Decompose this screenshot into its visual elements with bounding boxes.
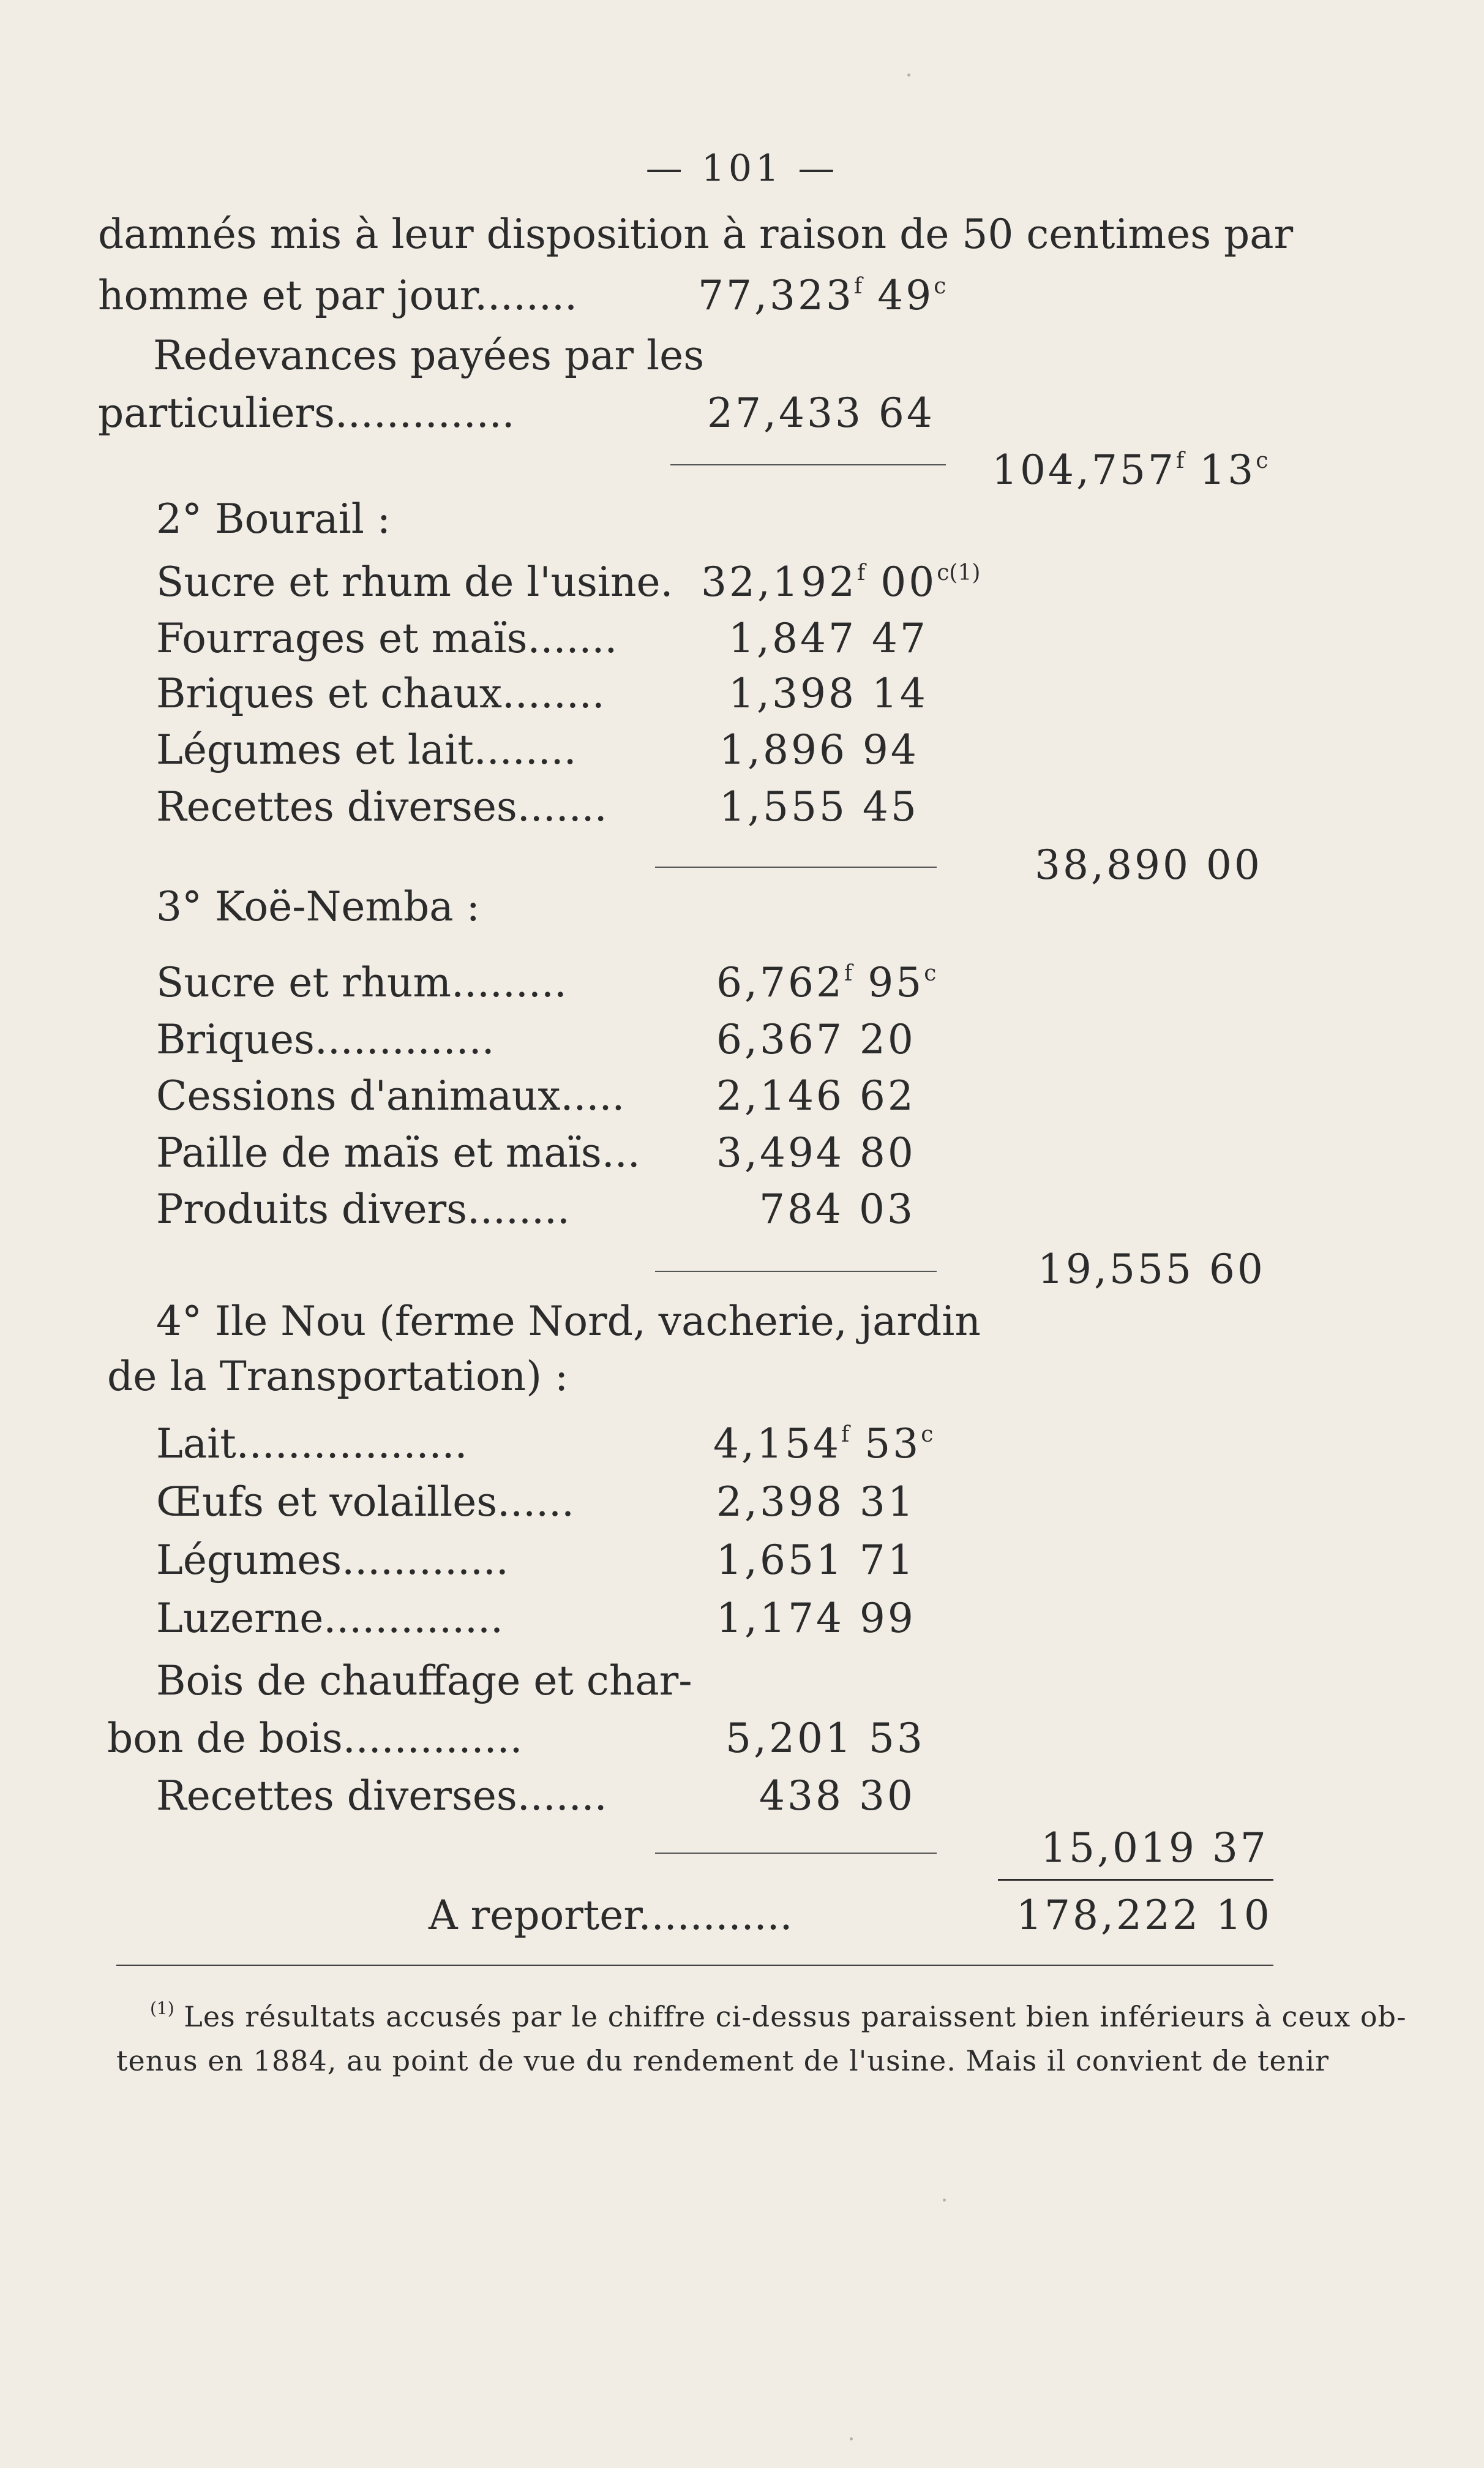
koe-nemba-item-3-label: Cessions d'animaux..... — [156, 1072, 625, 1119]
bourail-total: 38,890 00 — [1035, 841, 1262, 889]
koe-nemba-item-1-label: Sucre et rhum......... — [156, 959, 567, 1006]
subtotal-rule-3 — [655, 1271, 937, 1272]
ile-nou-item-1-value: 4,154$^f$ 53$^c$ — [713, 1420, 934, 1467]
paper-speck — [907, 73, 910, 77]
grand-total-rule — [998, 1879, 1273, 1881]
intro-total: 104,757$^f$ 13$^c$ — [992, 446, 1269, 494]
paper-speck — [943, 2199, 946, 2202]
page-number: — 101 — — [645, 147, 839, 190]
koe-nemba-heading: 3° Koë-Nemba : — [156, 883, 480, 930]
bourail-item-1-label: Sucre et rhum de l'usine. — [156, 559, 673, 606]
ile-nou-item-1-label: Lait.................. — [156, 1420, 468, 1467]
intro-line-3: Redevances payées par les — [153, 332, 705, 379]
subtotal-rule-4 — [655, 1853, 937, 1854]
ile-nou-item-2-label: Œufs et volailles...... — [156, 1478, 575, 1526]
koe-nemba-item-4-label: Paille de maïs et maïs... — [156, 1129, 640, 1176]
ile-nou-item-3-value: 1,651 71 — [716, 1537, 916, 1584]
ile-nou-item-2-value: 2,398 31 — [716, 1478, 916, 1526]
intro-line-2-label: homme et par jour........ — [98, 272, 577, 319]
ile-nou-recettes-label: Recettes diverses....... — [156, 1772, 607, 1819]
paper-speck — [850, 2437, 853, 2440]
ile-nou-heading-1: 4° Ile Nou (ferme Nord, vacherie, jardin — [156, 1298, 981, 1345]
koe-nemba-item-4-value: 3,494 80 — [716, 1129, 916, 1176]
ile-nou-recettes-value: 438 30 — [759, 1772, 915, 1819]
ile-nou-bois-line-1: Bois de chauffage et char- — [156, 1657, 692, 1704]
bourail-item-2-label: Fourrages et maïs....... — [156, 615, 618, 662]
bourail-item-3-value: 1,398 14 — [729, 670, 928, 717]
ile-nou-heading-2: de la Transportation) : — [107, 1353, 569, 1400]
bourail-item-3-label: Briques et chaux........ — [156, 670, 605, 717]
ile-nou-item-3-label: Légumes............. — [156, 1537, 509, 1584]
intro-line-2-value: 77,323$^f$ 49$^c$ — [698, 272, 946, 319]
koe-nemba-item-1-value: 6,762$^f$ 95$^c$ — [716, 959, 937, 1006]
intro-line-4-label: particuliers.............. — [98, 389, 515, 437]
koe-nemba-item-2-value: 6,367 20 — [716, 1016, 916, 1063]
intro-line-4-value: 27,433 64 — [707, 389, 935, 437]
footnote-separator — [116, 1965, 1273, 1966]
subtotal-rule-1 — [670, 464, 946, 465]
ile-nou-item-4-label: Luzerne.............. — [156, 1595, 503, 1642]
bourail-item-4-value: 1,896 94 — [719, 726, 919, 773]
footnote-line-1: $^{(1)}$ Les résultats accusés par le chiffre ci-dessus paraissent bien inférieurs à ceux ob- — [150, 1998, 1407, 2033]
koe-nemba-item-5-value: 784 03 — [759, 1186, 915, 1233]
bourail-item-1-value: 32,192$^f$ $00^{c(1)}$ — [701, 559, 981, 606]
carry-forward-label: A reporter............ — [429, 1892, 793, 1939]
footnote-marker: (1) — [150, 1998, 174, 2018]
ile-nou-bois-line-2-label: bon de bois.............. — [107, 1715, 523, 1762]
bourail-item-2-value: 1,847 47 — [729, 615, 928, 662]
bourail-item-5-value: 1,555 45 — [719, 783, 919, 830]
ile-nou-total: 15,019 37 — [1041, 1824, 1269, 1872]
koe-nemba-item-3-value: 2,146 62 — [716, 1072, 916, 1119]
bourail-item-4-label: Légumes et lait........ — [156, 726, 577, 773]
intro-line-1: damnés mis à leur disposition à raison de 50 centimes par — [98, 211, 1294, 258]
bourail-heading: 2° Bourail : — [156, 495, 391, 543]
subtotal-rule-2 — [655, 867, 937, 868]
footnote-line-2: tenus en 1884, au point de vue du rendement de l'usine. Mais il convient de tenir — [116, 2044, 1330, 2077]
koe-nemba-item-2-label: Briques.............. — [156, 1016, 495, 1063]
ile-nou-bois-value: 5,201 53 — [725, 1715, 925, 1762]
koe-nemba-item-5-label: Produits divers........ — [156, 1186, 570, 1233]
koe-nemba-total: 19,555 60 — [1038, 1246, 1265, 1293]
carry-forward-value: 178,222 10 — [1016, 1892, 1272, 1939]
bourail-item-5-label: Recettes diverses....... — [156, 783, 607, 830]
ile-nou-item-4-value: 1,174 99 — [716, 1595, 916, 1642]
